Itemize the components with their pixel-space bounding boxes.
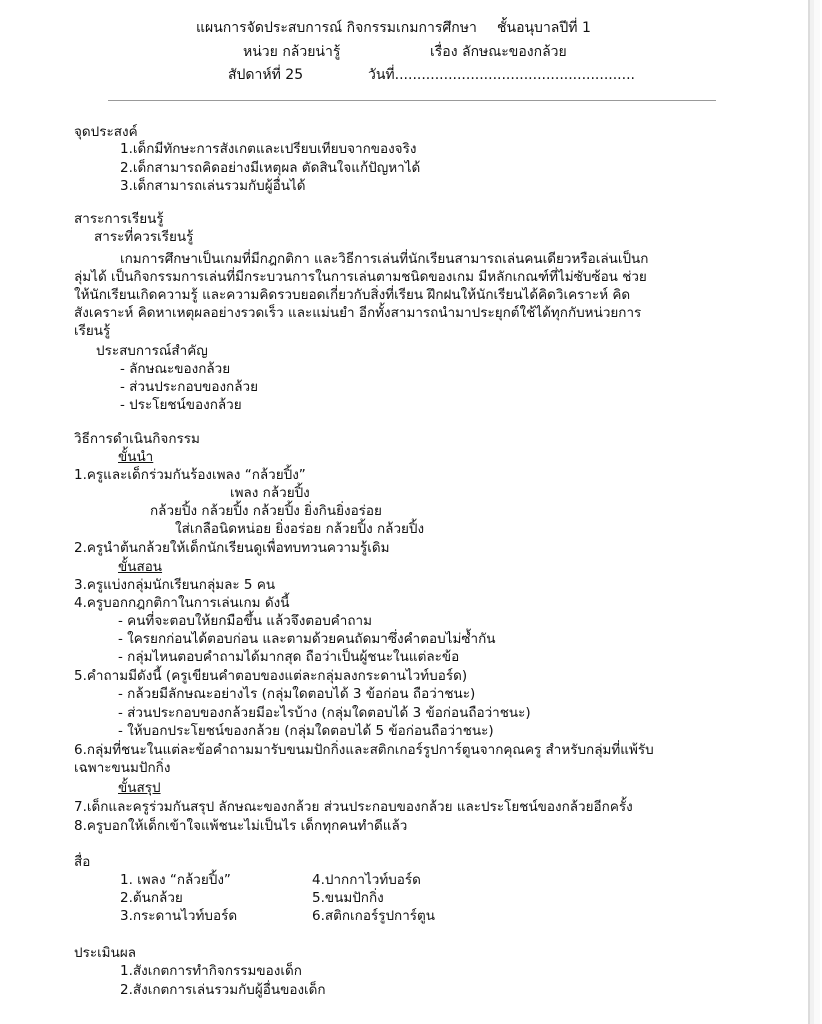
procedure-step: 6.กลุ่มที่ชนะในแต่ละข้อคำถามมารับขนมปักกิ่งและสติกเกอร์รูปการ์ตูนจากคุณครู สำหรับกลุ่มที่แพ้รับ	[74, 742, 654, 758]
procedure-step: 2.ครูนำต้นกล้วยให้เด็กนักเรียนดูเพื่อทบทวนความรู้เดิม	[74, 540, 390, 556]
question-item: - ให้บอกประโยชน์ของกล้วย (กลุ่มใดตอบได้ 5 ข้อก่อนถือว่าชนะ)	[118, 723, 494, 739]
procedure-step-continued: เฉพาะขนมปักกิ่ง	[74, 760, 171, 776]
evaluation-item: 2.สังเกตการเล่นรวมกับผู้อื่นของเด็ก	[120, 982, 326, 998]
rule-item: - ใครยกก่อนได้ตอบก่อน และตามด้วยคนถัดมาซึ่งคำตอบไม่ซ้ำกัน	[118, 631, 496, 647]
content-paragraph-line: ให้นักเรียนเกิดความรู้ และความคิดรวบยอดเกี่ยวกับสิ่งที่เรียน ฝึกฝนให้นักเรียนได้คิดวิเคราะห์ คิด	[74, 287, 631, 303]
evaluation-item: 1.สังเกตการทำกิจกรรมของเด็ก	[120, 963, 302, 979]
media-heading: สื่อ	[74, 854, 91, 870]
question-item: - กล้วยมีลักษณะอย่างไร (กลุ่มใดตอบได้ 3 ข้อก่อน ถือว่าชนะ)	[118, 686, 476, 702]
content-heading: สาระการเรียนรู้	[74, 211, 164, 227]
rule-item: - กลุ่มไหนตอบคำถามได้มากสุด ถือว่าเป็นผู้ชนะในแต่ละข้อ	[118, 649, 460, 665]
key-experience-item: - ลักษณะของกล้วย	[120, 361, 231, 377]
question-item: - ส่วนประกอบของกล้วยมีอะไรบ้าง (กลุ่มใดตอบได้ 3 ข้อก่อนถือว่าชนะ)	[118, 705, 531, 721]
procedure-step: 8.ครูบอกให้เด็กเข้าใจแพ้ชนะไม่เป็นไร เด็กทุกคนทำดีแล้ว	[74, 818, 408, 834]
header-unit: หน่วย กล้วยน่ารู้	[243, 44, 341, 60]
media-item: 6.สติกเกอร์รูปการ์ตูน	[312, 908, 436, 924]
key-experience-item: - ประโยชน์ของกล้วย	[120, 397, 242, 413]
procedure-step: 1.ครูและเด็กร่วมกันร้องเพลง “กล้วยปิ้ง”	[74, 467, 306, 483]
media-item: 5.ขนมปักกิ่ง	[312, 890, 384, 906]
procedure-step: 4.ครูบอกกฎกติกาในการเล่นเกม ดังนี้	[74, 595, 290, 611]
teach-stage-label: ขั้นสอน	[118, 559, 163, 575]
objective-item: 2.เด็กสามารถคิดอย่างมีเหตุผล ตัดสินใจแก้ปัญหาได้	[120, 160, 421, 176]
header-title: แผนการจัดประสบการณ์ กิจกรรมเกมการศึกษา	[196, 20, 477, 36]
rule-item: - คนที่จะตอบให้ยกมือขึ้น แล้วจึงตอบคำถาม	[118, 613, 373, 629]
evaluation-heading: ประเมินผล	[74, 945, 136, 961]
song-title: เพลง กล้วยปิ้ง	[230, 485, 310, 501]
summary-stage-label: ขั้นสรุป	[118, 780, 161, 796]
key-experience-heading: ประสบการณ์สำคัญ	[96, 343, 208, 359]
media-item: 2.ต้นกล้วย	[120, 890, 183, 906]
procedure-heading: วิธีการดำเนินกิจกรรม	[74, 431, 200, 447]
header-topic: เรื่อง ลักษณะของกล้วย	[430, 44, 567, 60]
media-item: 4.ปากกาไวท์บอร์ด	[312, 872, 421, 888]
procedure-step: 5.คำถามมีดังนี้ (ครูเขียนคำตอบของแต่ละกลุ่มลงกระดานไวท์บอร์ด)	[74, 668, 468, 684]
content-paragraph-line: เรียนรู้	[74, 323, 111, 339]
content-paragraph-line: ลุ่มได้ เป็นกิจกรรมการเล่นที่มีกระบวนการในการเล่นตามชนิดของเกม มีหลักเกณฑ์ที่ไม่ซับซ้อน ช่วย	[74, 269, 647, 285]
header-week: สัปดาห์ที่ 25	[228, 67, 304, 83]
objective-item: 3.เด็กสามารถเล่นรวมกับผู้อื่นได้	[120, 178, 306, 194]
header-grade: ชั้นอนุบาลปีที่ 1	[497, 20, 591, 36]
header-divider	[108, 100, 716, 101]
media-item: 3.กระดานไวท์บอร์ด	[120, 908, 238, 924]
objectives-heading: จุดประสงค์	[74, 124, 138, 140]
procedure-step: 7.เด็กและครูร่วมกันสรุป ลักษณะของกล้วย ส่วนประกอบของกล้วย และประโยชน์ของกล้วยอีกครั้ง	[74, 799, 633, 815]
procedure-step: 3.ครูแบ่งกลุ่มนักเรียนกลุ่มละ 5 คน	[74, 577, 276, 593]
objective-item: 1.เด็กมีทักษะการสังเกตและเปรียบเทียบจากของจริง	[120, 141, 417, 157]
song-line: ใส่เกลือนิดหน่อย ยิ่งอร่อย กล้วยปิ้ง กล้วยปิ้ง	[175, 521, 425, 537]
intro-stage-label: ขั้นนำ	[118, 449, 154, 465]
content-paragraph-line: สังเคราะห์ คิดหาเหตุผลอย่างรวดเร็ว และแม่นยำ อีกทั้งสามารถนำมาประยุกต์ใช้ได้ทุกกับหน่วยการ	[74, 305, 642, 321]
content-paragraph-line: เกมการศึกษาเป็นเกมที่มีกฎกติกา และวิธีการเล่นที่นักเรียนสามารถเล่นคนเดียวหรือเล่นเป็นก	[120, 251, 649, 267]
key-experience-item: - ส่วนประกอบของกล้วย	[120, 379, 258, 395]
header-date: วันที่......................................................	[368, 67, 635, 83]
content-subheading: สาระที่ควรเรียนรู้	[94, 229, 194, 245]
media-item: 1. เพลง “กล้วยปิ้ง”	[120, 872, 231, 888]
song-line: กล้วยปิ้ง กล้วยปิ้ง กล้วยปิ้ง ยิ่งกินยิ่งอร่อย	[150, 503, 382, 519]
